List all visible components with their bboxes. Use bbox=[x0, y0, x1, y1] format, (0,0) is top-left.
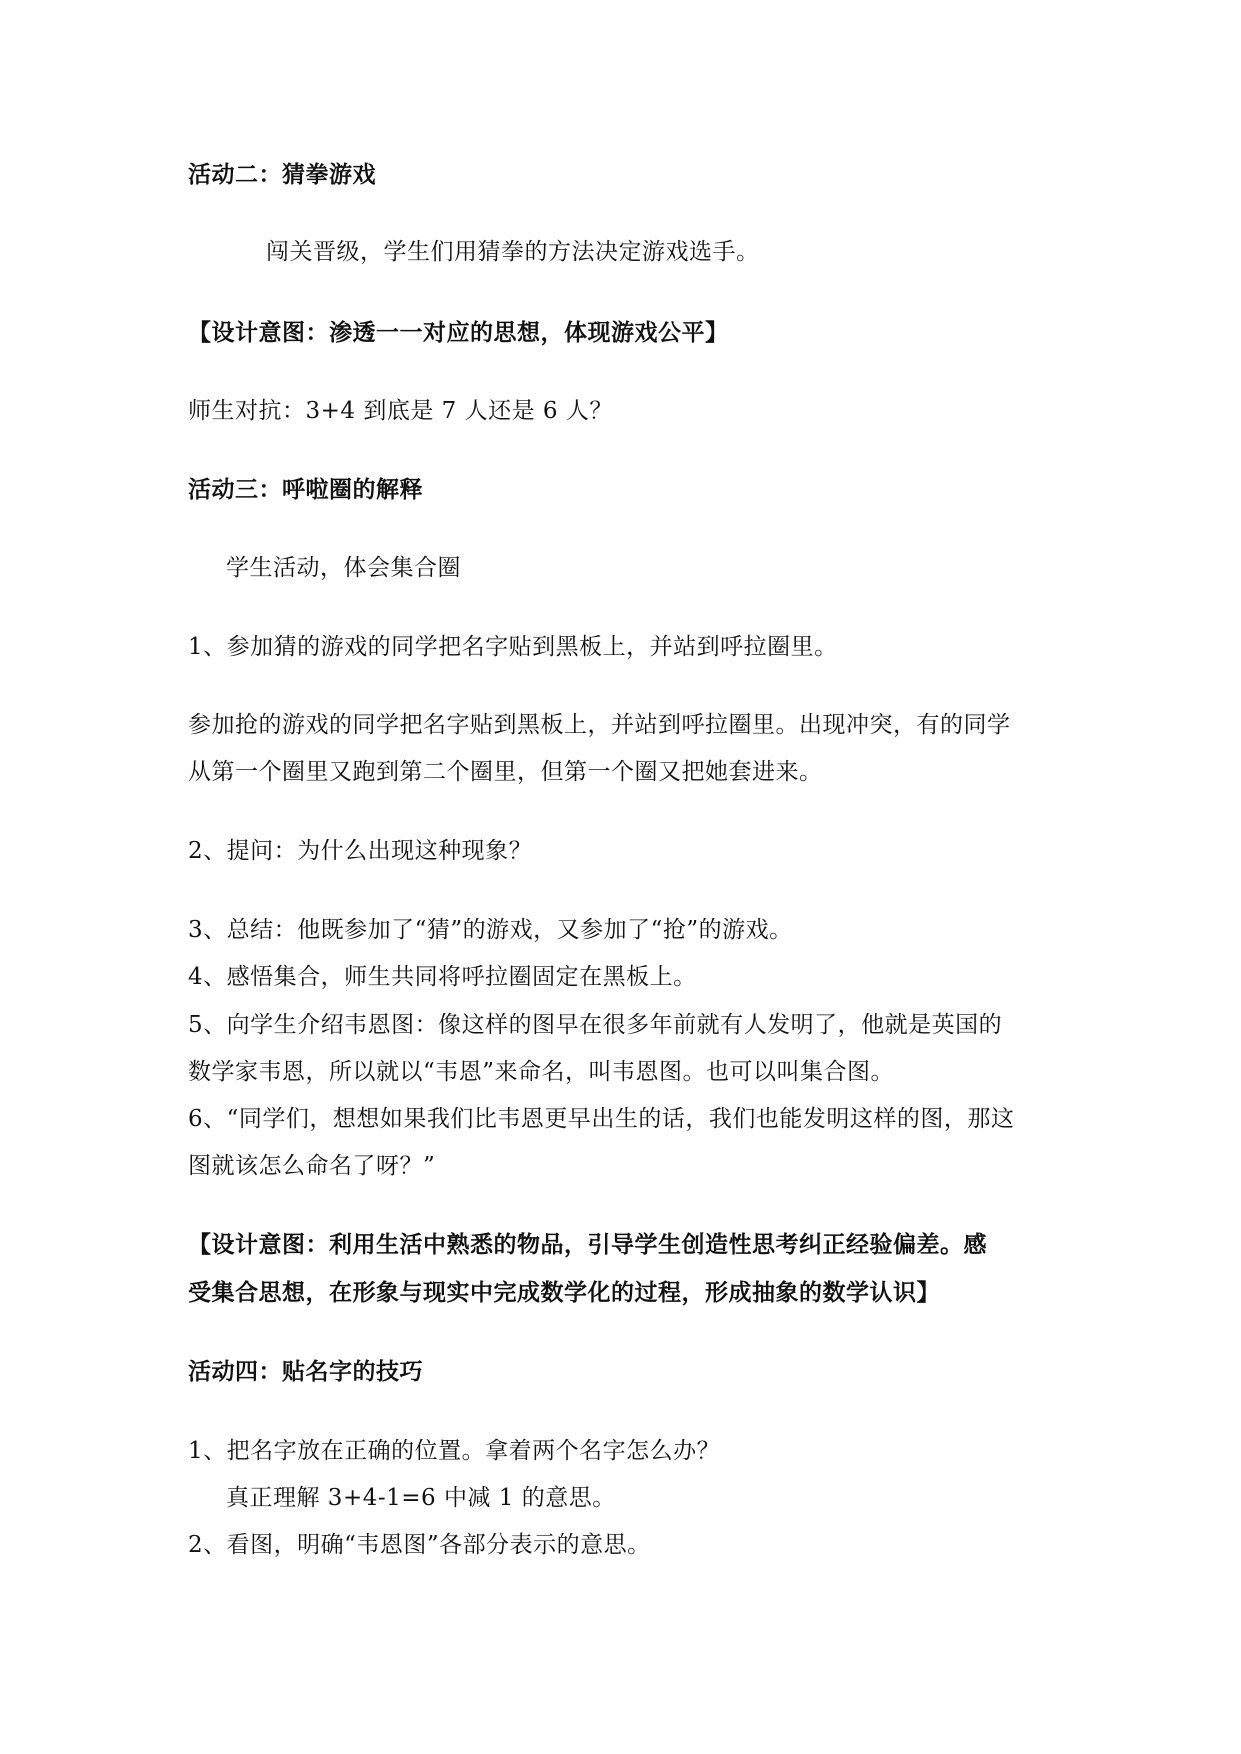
design-intent-2-line-2: 受集合思想，在形象与现实中完成数学化的过程，形成抽象的数学认识】 bbox=[188, 1279, 940, 1306]
step-1b-line-2: 从第一个圈里又跑到第二个圈里，但第一个圈又把她套进来。 bbox=[188, 759, 823, 785]
step-5-line-2: 数学家韦恩，所以就以“韦恩”来命名，叫韦恩图。也可以叫集合图。 bbox=[188, 1059, 895, 1085]
activity3-intro: 学生活动，体会集合圈 bbox=[226, 555, 461, 581]
contest-question: 师生对抗：3+4 到底是 7 人还是 6 人？ bbox=[188, 398, 613, 424]
step-1b-line-1: 参加抢的游戏的同学把名字贴到黑板上，并站到呼拉圈里。出现冲突，有的同学 bbox=[188, 712, 1011, 738]
activity2-text: 闯关晋级，学生们用猜拳的方法决定游戏选手。 bbox=[266, 239, 760, 265]
step-5-line-1: 5、向学生介绍韦恩图：像这样的图早在很多年前就有人发明了，他就是英国的 bbox=[188, 1012, 1003, 1038]
design-intent-1: 【设计意图：渗透一一对应的思想，体现游戏公平】 bbox=[188, 319, 729, 346]
step-2: 2、提问：为什么出现这种现象？ bbox=[188, 838, 533, 864]
design-intent-2-line-1: 【设计意图：利用生活中熟悉的物品，引导学生创造性思考纠正经验偏差。感 bbox=[188, 1231, 987, 1258]
activity4-step-1: 1、把名字放在正确的位置。拿着两个名字怎么办？ bbox=[188, 1438, 721, 1464]
activity4-step-2: 2、看图，明确“韦恩图”各部分表示的意思。 bbox=[188, 1532, 651, 1558]
step-6-line-2: 图就该怎么命名了呀？” bbox=[188, 1153, 436, 1179]
activity2-heading: 活动二：猜拳游戏 bbox=[188, 161, 376, 188]
step-4: 4、感悟集合，师生共同将呼拉圈固定在黑板上。 bbox=[188, 964, 697, 990]
activity3-heading: 活动三：呼啦圈的解释 bbox=[188, 476, 423, 503]
step-3: 3、总结：他既参加了“猜”的游戏，又参加了“抢”的游戏。 bbox=[188, 917, 793, 943]
activity4-step-1-sub: 真正理解 3+4-1=6 中减 1 的意思。 bbox=[226, 1485, 616, 1511]
activity4-heading: 活动四：贴名字的技巧 bbox=[188, 1358, 423, 1385]
step-6-line-1: 6、“同学们，想想如果我们比韦恩更早出生的话，我们也能发明这样的图，那这 bbox=[188, 1106, 1015, 1132]
step-1: 1、参加猜的游戏的同学把名字贴到黑板上，并站到呼拉圈里。 bbox=[188, 634, 838, 660]
